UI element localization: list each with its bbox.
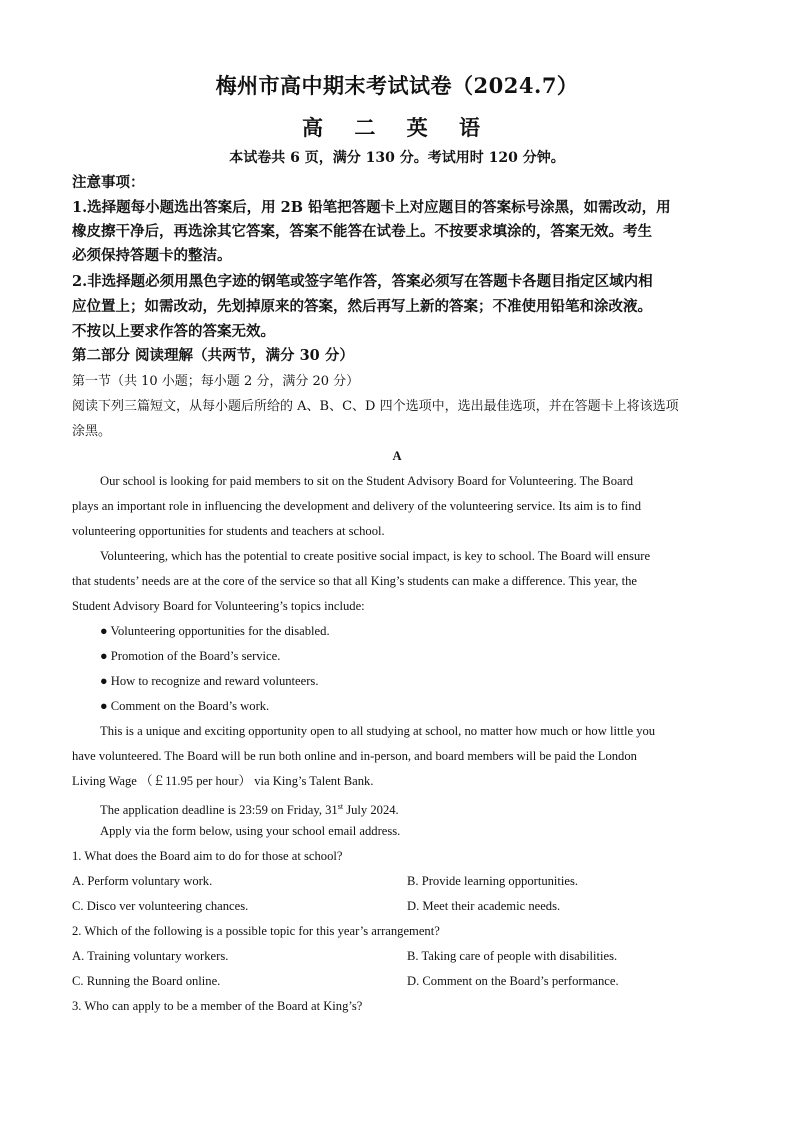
passage-p1-line3: volunteering opportunities for students and teachers at school. xyxy=(72,524,385,538)
question-2-option-c: C. Running the Board online. xyxy=(72,974,221,988)
question-1-option-b: B. Provide learning opportunities. xyxy=(407,874,579,888)
passage-apply: Apply via the form below, using your school email address. xyxy=(100,824,401,838)
exam-title: 梅州市高中期末考试试卷（2024.7） xyxy=(215,73,579,98)
deadline-ordinal: st xyxy=(337,802,344,811)
topic-bullet: ● Volunteering opportunities for the disabled. xyxy=(100,624,330,638)
subject-title: 高 二 英 语 xyxy=(302,115,492,140)
notes-item1-line3: 必须保持答题卡的整洁。 xyxy=(72,247,232,264)
topic-bullet: ● Promotion of the Board’s service. xyxy=(100,649,281,663)
passage-p3-line3: Living Wage （￡11.95 per hour） via King’s Talent Bank. xyxy=(72,774,374,788)
question-1-stem: 1. What does the Board aim to do for those at school? xyxy=(72,849,343,863)
question-2-option-d: D. Comment on the Board’s performance. xyxy=(407,974,619,988)
question-1-option-a: A. Perform voluntary work. xyxy=(72,874,213,888)
question-2-stem: 2. Which of the following is a possible topic for this year’s arrangement? xyxy=(72,924,440,938)
deadline-month: July 2024. xyxy=(343,803,399,818)
deadline-text: The application deadline is 23:59 on Friday, 31 xyxy=(100,803,338,818)
notes-item1-line2: 橡皮擦干净后，再选涂其它答案，答案不能答在试卷上。不按要求填涂的，答案无效。考生 xyxy=(72,223,652,240)
question-1-option-c: C. Disco ver volunteering chances. xyxy=(72,899,249,913)
section-part-heading: 第二部分 阅读理解（共两节，满分 30 分） xyxy=(72,347,354,364)
section-instruction-line1: 阅读下列三篇短文，从每小题后所给的 A、B、C、D 四个选项中，选出最佳选项，并在答题卡上将该选项 xyxy=(72,399,679,414)
passage-p3-line1: This is a unique and exciting opportunity open to all studying at school, no matter how much or how little you xyxy=(100,724,656,738)
passage-p1-line2: plays an important role in influencing the development and delivery of the volunteering service. Its aim is to find xyxy=(72,499,642,513)
section-instruction-line2: 涂黑。 xyxy=(72,424,112,439)
notes-item2-line2: 应位置上；如需改动，先划掉原来的答案，然后再写上新的答案；不准使用铅笔和涂改液。 xyxy=(72,298,652,315)
passage-p3-line2: have volunteered. The Board will be run both online and in-person, and board members will be paid the London xyxy=(72,749,637,763)
topic-bullet: ● Comment on the Board’s work. xyxy=(100,699,270,713)
notes-heading: 注意事项： xyxy=(72,174,145,191)
passage-label: A xyxy=(392,449,402,463)
question-2-option-b: B. Taking care of people with disabilities. xyxy=(407,949,618,963)
question-2-option-a: A. Training voluntary workers. xyxy=(72,949,229,963)
passage-p2-line3: Student Advisory Board for Volunteering’s topics include: xyxy=(72,599,365,613)
passage-p2-line2: that students’ needs are at the core of the service so that all King’s students can make a difference. This year, the xyxy=(72,574,637,588)
passage-p1-line1: Our school is looking for paid members to sit on the Student Advisory Board for Volunteering. The Board xyxy=(100,474,634,488)
notes-item2-line3: 不按以上要求作答的答案无效。 xyxy=(72,323,275,340)
topic-bullet: ● How to recognize and reward volunteers. xyxy=(100,674,319,688)
section-sub-heading: 第一节（共 10 小题；每小题 2 分，满分 20 分） xyxy=(72,374,360,389)
notes-item2-line1: 2.非选择题必须用黑色字迹的钢笔或签字笔作答，答案必须写在答题卡各题目指定区域内相 xyxy=(72,273,653,290)
exam-info: 本试卷共 6 页，满分 130 分。考试用时 120 分钟。 xyxy=(229,150,565,166)
question-3-stem: 3. Who can apply to be a member of the Board at King’s? xyxy=(72,999,363,1013)
question-1-option-d: D. Meet their academic needs. xyxy=(407,899,561,913)
passage-p2-line1: Volunteering, which has the potential to create positive social impact, is key to school. The Board will ensure xyxy=(100,549,651,563)
notes-item1-line1: 1.选择题每小题选出答案后，用 2B 铅笔把答题卡上对应题目的答案标号涂黑，如需改动，用 xyxy=(72,199,671,216)
